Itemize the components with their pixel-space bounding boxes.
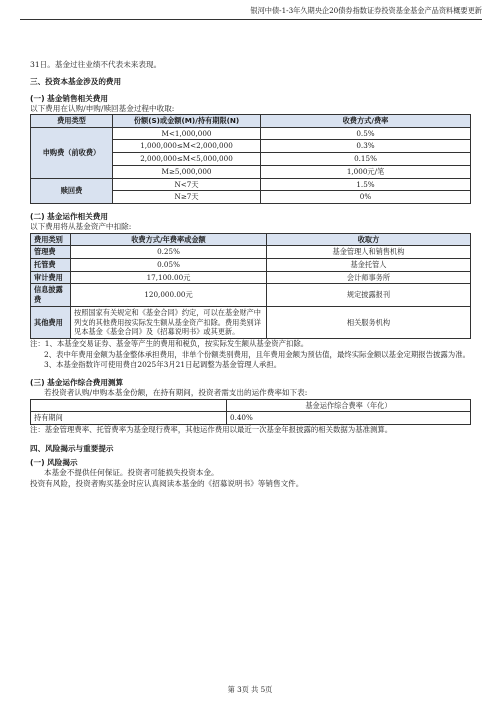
table-header-row bbox=[31, 115, 471, 128]
operation-fee-notes bbox=[30, 339, 470, 371]
fee-type: 其他费用 bbox=[31, 306, 71, 338]
sub2-desc: 以下费用将从基金资产中扣除: bbox=[30, 222, 132, 232]
fee-type: 审计费用 bbox=[31, 271, 71, 284]
table-cell: 1,000,000≤M<2,000,000 bbox=[113, 140, 261, 153]
table-header-row bbox=[31, 233, 471, 246]
sub3-title: (三) 基金运作综合费用测算 bbox=[30, 378, 124, 388]
table-cell: 0.5% bbox=[261, 127, 471, 140]
column-header: 基金运作综合费率（年化） bbox=[227, 399, 471, 412]
page-header: 银河中债-1-3年久期央企20债券指数证券投资基金基金产品资料概要更新 bbox=[20, 6, 482, 20]
operation-fee-table bbox=[30, 233, 471, 339]
table-cell: 2,000,000≤M<5,000,000 bbox=[113, 153, 261, 166]
table-cell: 按照国家有关规定和《基金合同》约定，可以在基金财产中列支的其他费用按实际发生额从基金资产扣除。费用类别详见本基金《基金合同》及《招募说明书》或其更新。 bbox=[71, 306, 267, 338]
page-number: 第 3页 共 5页 bbox=[227, 685, 273, 694]
table-row bbox=[31, 271, 471, 284]
note-line: 2、表中年费用金额为基金整体承担费用，非单个份额类别费用，且年费用金额为预估值，最终实际金额以基金定期报告披露为准。 bbox=[44, 349, 470, 359]
comprehensive-fee-table bbox=[30, 399, 471, 425]
table-cell: N<7天 bbox=[113, 178, 261, 191]
note-line: 3、本基金指数许可使用费自2025年3月21日起调整为基金管理人承担。 bbox=[44, 360, 282, 370]
table-row bbox=[31, 412, 471, 425]
sub2-title: (二) 基金运作相关费用 bbox=[30, 212, 108, 222]
section3-title: 三、投资本基金涉及的费用 bbox=[30, 77, 122, 87]
note-line: 注：1、本基金交易证券、基金等产生的费用和税负，按实际发生额从基金资产扣除。 bbox=[30, 339, 309, 348]
risk-line-2: 投资有风险，投资者购买基金时应认真阅读本基金的《招募说明书》等销售文件。 bbox=[30, 478, 304, 488]
table-cell: 规定披露报刊 bbox=[267, 284, 471, 306]
column-header: 费用类型 bbox=[31, 115, 113, 128]
table-row bbox=[31, 258, 471, 271]
table-row bbox=[31, 127, 471, 140]
table-cell: 相关服务机构 bbox=[267, 306, 471, 338]
column-header: 费用类别 bbox=[31, 233, 71, 246]
redeem-fee-label: 赎回费 bbox=[31, 178, 113, 203]
fee-type: 信息披露费 bbox=[31, 284, 71, 306]
table-cell: 0% bbox=[261, 191, 471, 204]
intro-line: 31日。基金过往业绩不代表未来表现。 bbox=[30, 60, 162, 69]
table-cell: 基金托管人 bbox=[267, 258, 471, 271]
sales-fee-table bbox=[30, 114, 471, 204]
fee-type: 托管费 bbox=[31, 258, 71, 271]
table-cell: 会计师事务所 bbox=[267, 271, 471, 284]
table-cell: 0.3% bbox=[261, 140, 471, 153]
table-cell: 1,000元/笔 bbox=[261, 165, 471, 178]
table-cell: 0.15% bbox=[261, 153, 471, 166]
table-cell: 持有期间 bbox=[31, 412, 227, 425]
table-cell: M≥5,000,000 bbox=[113, 165, 261, 178]
column-header: 收取方 bbox=[267, 233, 471, 246]
table-cell: N≥7天 bbox=[113, 191, 261, 204]
column-header: 份额(S)或金额(M)/持有期限(N) bbox=[113, 115, 261, 128]
table-cell: 120,000.00元 bbox=[71, 284, 267, 306]
purchase-fee-label: 申购费（前收费） bbox=[31, 127, 113, 178]
column-header: 收费方式/费率 bbox=[261, 115, 471, 128]
table-cell bbox=[31, 399, 227, 412]
section4-sub1-title: (一) 风险揭示 bbox=[30, 458, 78, 468]
table-row bbox=[31, 284, 471, 306]
table-header-row bbox=[31, 399, 471, 412]
table-cell: 0.40% bbox=[227, 412, 471, 425]
sub1-desc: 以下费用在认购/申购/赎回基金过程中收取: bbox=[30, 103, 175, 113]
sub3-desc: 若投资者认购/申购本基金份额，在持有期间，投资者需支出的运作费率如下表: bbox=[44, 388, 308, 398]
sub1-title: (一) 基金销售相关费用 bbox=[30, 93, 108, 103]
section4-title: 四、风险揭示与重要提示 bbox=[30, 443, 114, 453]
comprehensive-fee-note: 注：基金管理费率、托管费率为基金现行费率，其他运作费用以最近一次基金年报披露的相关数据为基准测算。 bbox=[30, 425, 393, 435]
column-header: 收费方式/年费率或金额 bbox=[71, 233, 267, 246]
table-cell: M<1,000,000 bbox=[113, 127, 261, 140]
table-row bbox=[31, 306, 471, 338]
table-cell: 0.25% bbox=[71, 246, 267, 259]
fee-type: 管理费 bbox=[31, 246, 71, 259]
table-cell: 基金管理人和销售机构 bbox=[267, 246, 471, 259]
table-row bbox=[31, 246, 471, 259]
table-cell: 0.05% bbox=[71, 258, 267, 271]
table-cell: 17,100.00元 bbox=[71, 271, 267, 284]
table-row bbox=[31, 178, 471, 191]
document-content bbox=[30, 60, 470, 489]
table-cell: 1.5% bbox=[261, 178, 471, 191]
risk-line-1: 本基金不提供任何保证。投资者可能损失投资本金。 bbox=[44, 468, 219, 478]
